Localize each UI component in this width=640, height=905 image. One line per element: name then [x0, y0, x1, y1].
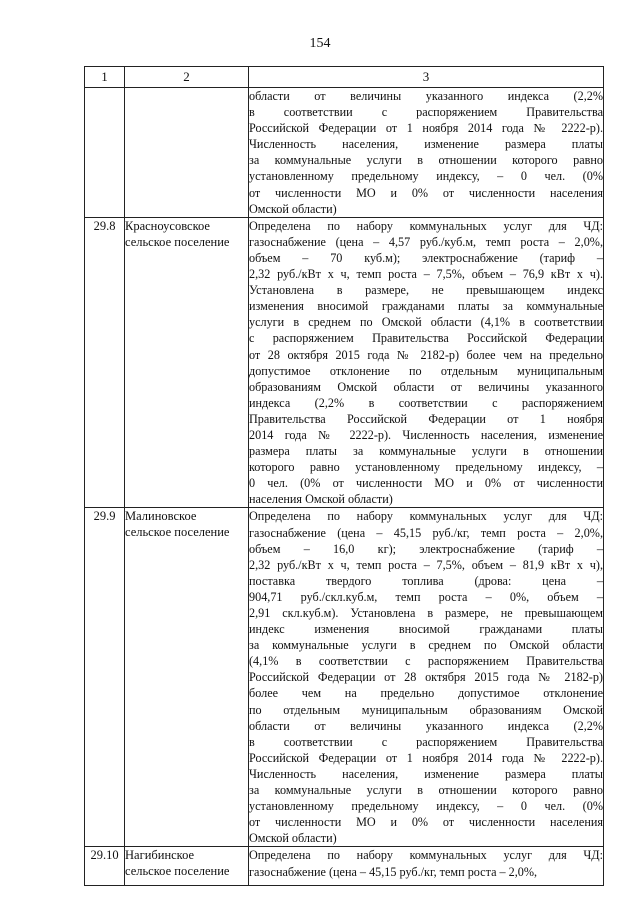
description-line: (4,1% в соответствии с распоряжением Правительства: [249, 654, 603, 669]
settlement-name-line: Нагибинское: [125, 848, 195, 863]
description-line: Численность населения, изменение размера платы: [249, 137, 603, 152]
settlement-name-line: сельское поселение: [125, 525, 230, 540]
description-line: Правительства Российской Федерации от 1 ноября: [249, 411, 603, 426]
description-line: газоснабжение (цена – 45,15 руб./кг, темп роста – 2,0%,: [249, 864, 538, 879]
table-row: [85, 88, 604, 218]
data-table: [84, 66, 604, 886]
description-line: услуги в среднем по Омской области (4,1% в соответствии: [249, 315, 603, 330]
description-line: изменения вносимой гражданами платы за коммунальные: [249, 299, 603, 314]
description-line: за коммунальные услуги в отношении которого равно: [249, 153, 603, 168]
header-col-2: 2: [125, 67, 249, 88]
description-line: Российской Федерации от 1 ноября 2014 года № 2222-р).: [249, 121, 603, 136]
description-line: Численность населения, изменение размера платы: [249, 766, 603, 781]
description-line: Российской Федерации от 1 ноября 2014 года № 2222-р).: [249, 750, 603, 765]
row-description: [249, 217, 604, 508]
header-col-1: 1: [85, 67, 125, 88]
row-number: 29.9: [85, 508, 125, 847]
row-description: [249, 508, 604, 847]
settlement-name: [125, 217, 249, 508]
description-line: Установлена в размере, не превышающем индекс: [249, 283, 603, 298]
description-line: индекс изменения вносимой гражданами платы: [249, 622, 603, 637]
table-row: [85, 847, 604, 886]
description-line: размера платы за коммунальные услуги в отношении: [249, 444, 603, 459]
description-line: Определена по набору коммунальных услуг для ЧД:: [249, 218, 603, 233]
description-line: Российской Федерации от 28 октября 2015 года № 2182-р): [249, 670, 603, 685]
row-number: 29.8: [85, 217, 125, 508]
description-line: объем – 70 куб.м); электроснабжение (тариф –: [249, 250, 603, 265]
description-line: Омской области): [249, 831, 337, 846]
settlement-name-line: сельское поселение: [125, 234, 230, 249]
description-line: с распоряжением Правительства Российской Федерации: [249, 331, 603, 346]
row-number: 29.10: [85, 847, 125, 886]
description-line: 2,91 скл.куб.м). Установлена в размере, не превышающем: [249, 606, 603, 620]
description-line: более чем на предельно допустимое отклонение: [249, 686, 603, 701]
description-line: газоснабжение (цена – 4,57 руб./куб.м, темп роста – 2,0%,: [249, 234, 603, 249]
description-line: 0 чел. (0% от численности МО и 0% от численности: [249, 476, 603, 491]
settlement-name-line: сельское поселение: [125, 864, 230, 879]
description-line: от численности МО и 0% от численности населения: [249, 185, 603, 200]
description-line: установленному предельному индексу, – 0 чел. (0%: [249, 169, 603, 184]
description-line: 2014 года № 2222-р). Численность населения, изменение: [249, 427, 603, 442]
row-number: [85, 88, 125, 218]
description-line: по отдельным муниципальным образованиям Омской: [249, 702, 603, 717]
table-row: [85, 217, 604, 508]
description-line: в соответствии с распоряжением Правительства: [249, 734, 603, 749]
description-line: за коммунальные услуги в отношении которого равно: [249, 783, 603, 798]
description-line: 2,32 руб./кВт х ч, темп роста – 7,5%, объем – 81,9 кВт х ч),: [249, 557, 603, 572]
header-col-3: 3: [249, 67, 604, 88]
description-line: от численности МО и 0% от численности населения: [249, 815, 603, 830]
page-number: 154: [309, 36, 331, 51]
row-description: [249, 88, 604, 218]
settlement-name-line: Красноусовское: [125, 218, 210, 233]
description-line: Определена по набору коммунальных услуг для ЧД:: [249, 848, 603, 863]
description-line: Омской области): [249, 201, 337, 216]
description-line: индекса (2,2% в соответствии с распоряжением: [249, 395, 603, 410]
settlement-name: [125, 508, 249, 847]
description-line: 904,71 руб./скл.куб.м, темп роста – 0%, объем –: [249, 589, 603, 604]
settlement-name: [125, 88, 249, 218]
description-line: области от величины указанного индекса (2,2%: [249, 718, 603, 733]
description-line: установленному предельному индексу, – 0 чел. (0%: [249, 799, 603, 814]
description-line: 2,32 руб./кВт х ч, темп роста – 7,5%, объем – 76,9 кВт х ч).: [249, 267, 603, 282]
description-line: Определена по набору коммунальных услуг для ЧД:: [249, 509, 603, 524]
description-line: объем – 16,0 кг); электроснабжение (тариф –: [249, 541, 603, 556]
header-row: [85, 67, 604, 88]
description-line: области от величины указанного индекса (2,2%: [249, 89, 603, 103]
description-line: населения Омской области): [249, 492, 393, 507]
settlement-name-line: Малиновское: [125, 509, 197, 524]
description-line: в соответствии с распоряжением Правительства: [249, 105, 603, 120]
description-line: от 28 октября 2015 года № 2182-р) более чем на предельно: [249, 347, 603, 362]
description-line: газоснабжение (цена – 45,15 руб./кг, темп роста – 2,0%,: [249, 525, 603, 540]
row-description: [249, 847, 604, 886]
description-line: допустимое отклонение по отдельным муниципальным: [249, 363, 603, 378]
description-line: образованиям Омской области от величины указанного: [249, 379, 603, 394]
description-line: за коммунальные услуги в среднем по Омской области: [249, 638, 603, 653]
description-line: которого равно установленному предельному индексу, –: [249, 460, 603, 475]
settlement-name: [125, 847, 249, 886]
description-line: поставка твердого топлива (дрова: цена –: [249, 573, 603, 588]
table-row: [85, 508, 604, 847]
